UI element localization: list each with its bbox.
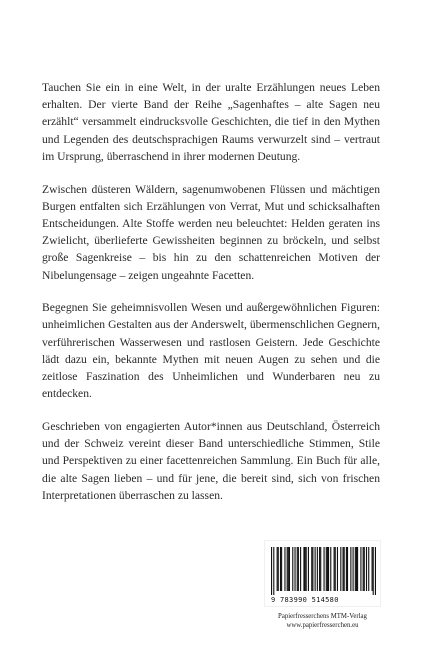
barcode-bar <box>328 547 329 591</box>
barcode-bar <box>300 547 301 591</box>
isbn-barcode <box>264 540 381 607</box>
barcode-bar <box>297 547 298 591</box>
blurb-text <box>42 79 380 504</box>
barcode-bar <box>326 547 327 591</box>
isbn-number: 9 783990 514580 <box>271 596 339 604</box>
barcode-bar <box>335 547 336 591</box>
barcode-bar <box>372 547 373 591</box>
barcode-bar <box>364 547 365 591</box>
barcode-bar <box>311 547 312 591</box>
barcode-icon <box>271 547 376 595</box>
barcode-bar <box>319 547 320 591</box>
barcode-bar <box>284 547 285 591</box>
blurb-paragraph-1: Tauchen Sie ein in eine Welt, in der uralte Erzählungen neues Leben erhalten. Der vierte Band der Reihe „Sagenhaftes – alte Sagen neu erzählt“ versammelt eindrucksvolle Geschichten, die tief in den Mythen und Legenden des deutschsprachigen Raums verwurzelt sind – vertraut im Ursprung, überraschend in ihrer modernen Deutung. <box>42 81 380 163</box>
barcode-bar <box>344 547 345 591</box>
barcode-bar <box>271 547 272 595</box>
barcode-bar <box>340 547 341 591</box>
barcode-bar <box>315 547 316 591</box>
barcode-bar <box>375 547 376 595</box>
publisher-box <box>264 540 381 632</box>
barcode-bar <box>277 547 278 591</box>
barcode-bar <box>353 547 354 591</box>
barcode-bar <box>317 547 318 591</box>
barcode-bar <box>368 547 369 591</box>
barcode-bar <box>305 547 306 591</box>
publisher-name: Papierfresserchens MTM-Verlag <box>278 613 367 620</box>
barcode-bar <box>308 547 309 591</box>
barcode-bar <box>356 547 357 591</box>
barcode-bar <box>373 547 374 595</box>
barcode-bar <box>357 547 358 591</box>
blurb-paragraph-2: Zwischen düsteren Wäldern, sagenumwobenen Flüssen und mächtigen Burgen entfalten sich Erzählungen von Verrat, Mut und schicksalhaften Entscheidungen. Alte Stoffe werden neu beleuchtet: Helden geraten ins Zwielicht, überlieferte Gewissheiten beginnen zu bröckeln, und selbst große Sagenkreise – bis hin zu den schattenreichen Motiven der Nibelungensage – zeigen ungeahnte Facetten. <box>42 182 380 282</box>
barcode-bar <box>330 547 331 591</box>
barcode-bar <box>287 547 288 591</box>
barcode-bar <box>273 547 274 595</box>
barcode-bar <box>363 547 364 591</box>
barcode-bar <box>320 547 321 591</box>
barcode-bar <box>350 547 351 591</box>
barcode-bar <box>288 547 289 591</box>
barcode-bar <box>360 547 361 591</box>
barcode-bar <box>298 547 299 591</box>
barcode-bar <box>280 547 281 591</box>
barcode-bar <box>281 547 282 591</box>
barcode-bar <box>366 547 367 591</box>
barcode-bar <box>334 547 335 591</box>
blurb-paragraph-4: Geschrieben von engagierten Autor*innen aus Deutschland, Österreich und der Schweiz vereint dieser Band unterschiedliche Stimmen, Stile und Perspektiven zu einer facettenreichen Sammlung. Ein Buch für alle, die alte Sagen lieben – und für jene, die bereit sind, sich von frischen Interpretationen überraschen zu lassen. <box>42 419 380 502</box>
barcode-bar <box>355 547 356 591</box>
barcode-bar <box>342 547 343 591</box>
barcode-bar <box>306 547 307 591</box>
blurb-paragraph-3: Begegnen Sie geheimnisvollen Wesen und außergewöhnlichen Figuren: unheimlichen Gestalten aus der Anderswelt, übermenschlichen Gegnern, verführerischen Wasserwesen und rastlosen Geistern. Jede Geschichte lädt dazu ein, bekannte Mythen mit neuen Augen zu sehen und die zeitlose Faszination des Unheimlichen und Wunderbaren neu zu entdecken. <box>42 301 380 401</box>
barcode-bar <box>289 547 290 591</box>
barcode-bar <box>324 547 325 591</box>
barcode-bar <box>347 547 348 591</box>
barcode-bar <box>346 547 347 591</box>
barcode-bar <box>303 547 304 591</box>
barcode-bar <box>294 547 295 591</box>
barcode-bar <box>337 547 338 591</box>
publisher-url: www.papierfresserchen.eu <box>286 622 359 629</box>
barcode-bar <box>292 547 293 591</box>
barcode-bar <box>312 547 313 591</box>
barcode-bar <box>327 547 328 591</box>
barcode-bar <box>278 547 279 591</box>
